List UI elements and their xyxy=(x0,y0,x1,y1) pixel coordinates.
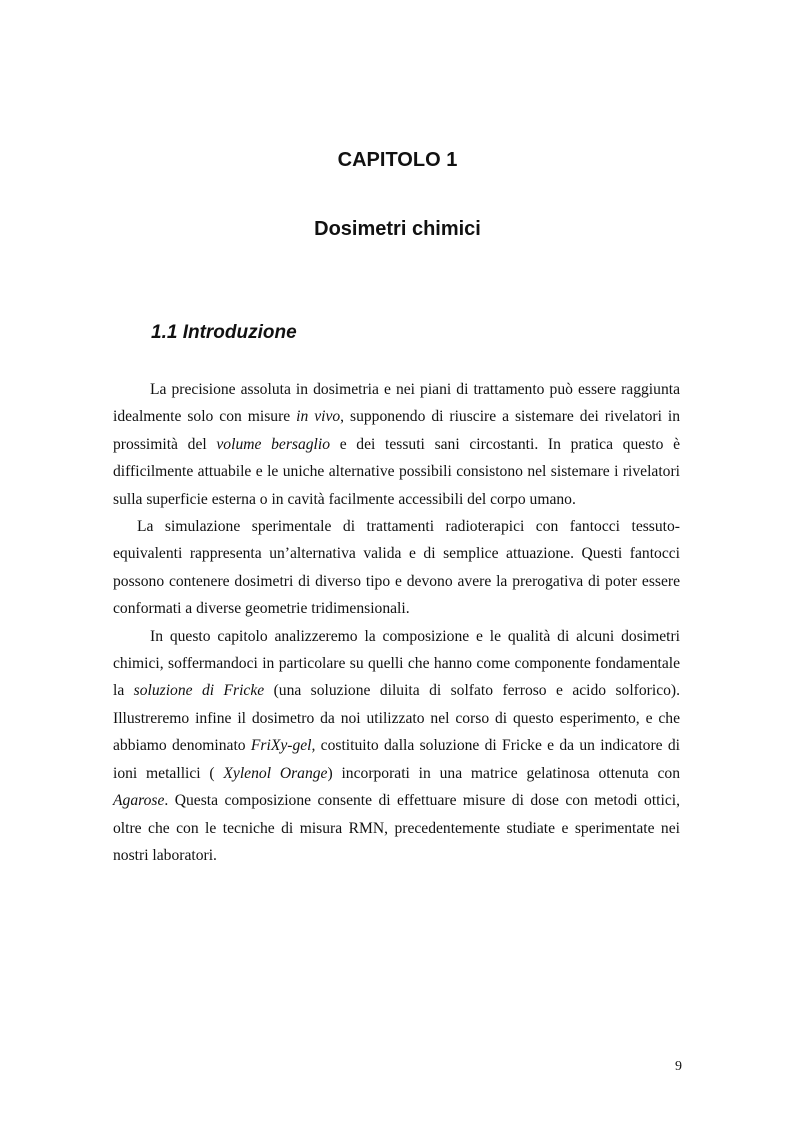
paragraph-1 xyxy=(113,376,680,513)
paragraph-3-emphasis-xylenol-orange: Xylenol Orange xyxy=(223,764,328,782)
page-number: 9 xyxy=(675,1059,682,1074)
paragraph-2-text-1: La simulazione sperimentale di trattamenti radioterapici con fantocci tessuto-equivalenti rappresenta un’alternativa valida e di semplice attuazione. Questi fantocci possono contenere dosimetri di diverso tipo e devono avere la prerogativa di poter essere conformati a diverse geometrie tridimensionali. xyxy=(113,518,680,618)
paragraph-3-emphasis-frixy-gel: FriXy-gel, xyxy=(250,737,316,755)
paragraph-1-text-2: , supponendo di riuscire a sistemare dei rivelatori in prossimità del xyxy=(113,408,680,453)
paragraph-3-emphasis-soluzione-di-fricke: soluzione di Fricke xyxy=(133,682,265,700)
paragraph-1-emphasis-volume-bersaglio: volume bersaglio xyxy=(216,435,331,453)
paragraph-3-text-4: ) incorporati in una matrice gelatinosa ottenuta con xyxy=(327,764,681,782)
paragraph-2 xyxy=(113,513,680,623)
body-text xyxy=(113,376,680,869)
paragraph-1-text-3: e dei tessuti sani circostanti. In pratica questo è difficilmente attuabile e le uniche alternative possibili consistono nel sistemare i rivelatori sulla superficie esterna o in cavità facilmente accessibili del corpo umano. xyxy=(113,435,680,508)
section-heading: 1.1 Introduzione xyxy=(151,322,297,343)
paragraph-3 xyxy=(113,623,680,870)
paragraph-3-text-2: (una soluzione diluita di solfato ferroso e acido solforico). Illustreremo infine il dosimetro da noi utilizzato nel corso di questo esperimento, e che abbiamo denominato xyxy=(113,682,680,755)
paragraph-1-text-1: La precisione assoluta in dosimetria e nei piani di trattamento può essere raggiunta idealmente solo con misure xyxy=(113,381,680,426)
paragraph-3-text-1: In questo capitolo analizzeremo la composizione e le qualità di alcuni dosimetri chimici, soffermandoci in particolare su quelli che hanno come componente fondamentale la xyxy=(113,627,680,700)
paragraph-3-emphasis-agarose: Agarose xyxy=(113,792,165,810)
paragraph-1-emphasis-in-vivo: in vivo xyxy=(296,408,341,426)
paragraph-3-text-3: costituito dalla soluzione di Fricke e da un indicatore di ioni metallici ( xyxy=(113,737,680,782)
chapter-title: Dosimetri chimici xyxy=(314,218,481,240)
paragraph-3-text-5: . Questa composizione consente di effettuare misure di dose con metodi ottici, oltre che con le tecniche di misura RMN, precedentemente studiate e sperimentate nei nostri laboratori. xyxy=(113,792,680,864)
chapter-label: CAPITOLO 1 xyxy=(337,149,458,171)
